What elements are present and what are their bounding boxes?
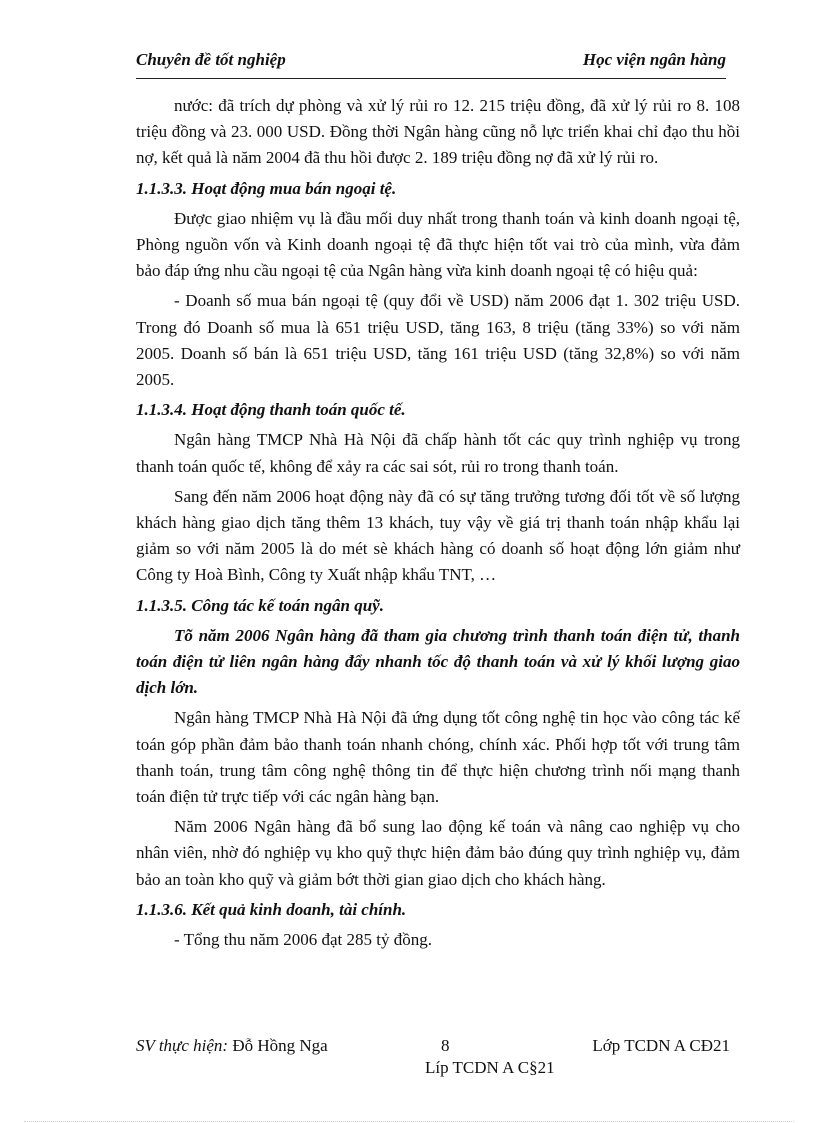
page-number: 8	[441, 1036, 450, 1055]
header-institution: Học viện ngân hàng	[582, 50, 726, 69]
paragraph-accounting-lead: Tõ năm 2006 Ngân hàng đã tham gia chương trình thanh toán điện tử, thanh toán điện tử liên ngân hàng đẩy nhanh tốc độ thanh toán và xử lý khối lượng giao dịch lớn.	[136, 625, 740, 698]
footer-student	[136, 1036, 328, 1056]
paragraph-fx-sales: - Doanh số mua bán ngoại tệ (quy đổi về USD) năm 2006 đạt 1. 302 triệu USD. Trong đó Doanh số mua là 651 triệu USD, tăng 163, 8 triệu (tăng 33%) so với năm 2005. Doanh số bán là 651 triệu USD, tăng 161 triệu USD (tăng 32,8%) so với năm 2005.	[136, 291, 740, 390]
heading-1-1-3-5: 1.1.3.5. Công tác kế toán ngân quỹ.	[136, 595, 384, 615]
page-footer	[136, 1036, 740, 1060]
footer-student-label: SV thực hiện:	[136, 1036, 229, 1055]
paragraph-total-revenue: - Tổng thu năm 2006 đạt 285 tỷ đồng.	[174, 930, 432, 950]
paragraph-accounting-tech: Ngân hàng TMCP Nhà Hà Nội đã ứng dụng tốt công nghệ tin học vào công tác kế toán góp phần đảm bảo thanh toán nhanh chóng, chính xác. Phối hợp tốt với trung tâm thanh toán, trung tâm công nghệ thông tin để thực hiện chương trình nối mạng thanh toán điện tử trực tiếp với các ngân hàng bạn.	[136, 708, 740, 807]
paragraph-intl-compliance: Ngân hàng TMCP Nhà Hà Nội đã chấp hành tốt các quy trình nghiệp vụ trong thanh toán quốc tế, không để xảy ra các sai sót, rủi ro trong thanh toán.	[136, 430, 740, 476]
header-thesis-title: Chuyên đề tốt nghiệp	[136, 50, 286, 69]
paragraph-intl-growth: Sang đến năm 2006 hoạt động này đã có sự tăng trưởng tương đối tốt về số lượng khách hàng giao dịch tăng thêm 13 khách, tuy vậy về giá trị thanh toán nhập khẩu lại giảm so với năm 2005 là do mét sè khách hàng có doanh số hoạt động lớn giảm như Công ty Hoà Bình, Công ty Xuất nhập khẩu TNT, …	[136, 486, 740, 585]
heading-1-1-3-4: 1.1.3.4. Hoạt động thanh toán quốc tế.	[136, 400, 406, 420]
footer-class-code-garbled: Líp TCDN A C§21	[425, 1058, 555, 1077]
header-divider	[136, 78, 726, 79]
heading-1-1-3-6: 1.1.3.6. Kết quả kinh doanh, tài chính.	[136, 899, 407, 919]
footer-student-name: Đỗ Hồng Nga	[232, 1036, 328, 1055]
document-body	[136, 93, 740, 957]
footer-class-code: Lớp TCDN A CĐ21	[592, 1036, 730, 1055]
page-bottom-edge	[24, 1121, 794, 1122]
paragraph-intro: nước: đã trích dự phòng và xử lý rủi ro 12. 215 triệu đồng, đã xử lý rủi ro 8. 108 triệu đồng và 23. 000 USD. Đồng thời Ngân hàng cũng nỗ lực triển khai chỉ đạo thu hồi nợ, kết quả là năm 2004 đã thu hồi được 2. 189 triệu đồng nợ đã xử lý rủi ro.	[136, 96, 740, 168]
paragraph-fx-role: Được giao nhiệm vụ là đầu mối duy nhất trong thanh toán và kinh doanh ngoại tệ, Phòng nguồn vốn và Kinh doanh ngoại tệ đã thực hiện tốt vai trò của mình, vừa đảm bảo đáp ứng nhu cầu ngoại tệ của Ngân hàng vừa kinh doanh ngoại tệ có hiệu quả:	[136, 208, 740, 281]
paragraph-accounting-staff: Năm 2006 Ngân hàng đã bổ sung lao động kế toán và nâng cao nghiệp vụ cho nhân viên, nhờ đó nghiệp vụ kho quỹ thực hiện đảm bảo đúng quy trình nghiệp vụ, đảm bảo an toàn kho quỹ và giảm bớt thời gian giao dịch cho khách hàng.	[136, 817, 740, 889]
page-header	[136, 50, 726, 70]
heading-1-1-3-3: 1.1.3.3. Hoạt động mua bán ngoại tệ.	[136, 178, 397, 198]
